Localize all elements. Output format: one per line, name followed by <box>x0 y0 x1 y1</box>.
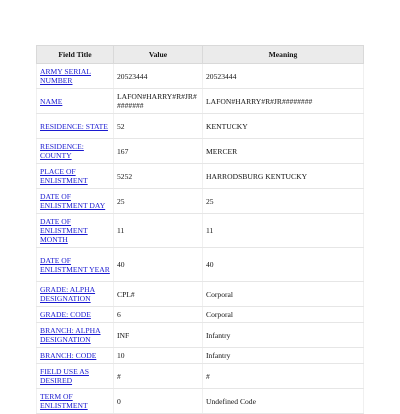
field-title-link[interactable]: NAME <box>40 96 63 106</box>
meaning-cell: Infantry <box>203 348 364 364</box>
field-title-link[interactable]: DATE OF ENLISTMENT MONTH <box>40 217 88 244</box>
meaning-cell: LAFON#HARRY#R#JR######## <box>203 89 364 114</box>
field-title-cell <box>37 64 114 89</box>
meaning-cell: Corporal <box>203 307 364 323</box>
meaning-cell: 20523444 <box>203 64 364 89</box>
value-cell: 40 <box>114 248 203 282</box>
meaning-cell: 40 <box>203 248 364 282</box>
field-title-cell <box>37 323 114 348</box>
meaning-cell: KENTUCKY <box>203 114 364 139</box>
value-cell: 6 <box>114 307 203 323</box>
value-cell: 167 <box>114 139 203 164</box>
value-cell: 52 <box>114 114 203 139</box>
table-row <box>37 348 364 364</box>
table-row <box>37 64 364 89</box>
record-table <box>36 45 364 414</box>
value-cell: 10 <box>114 348 203 364</box>
value-cell: # <box>114 364 203 389</box>
field-title-link[interactable]: GRADE: ALPHA DESIGNATION <box>40 285 96 303</box>
field-title-cell <box>37 89 114 114</box>
table-row <box>37 214 364 248</box>
table-row <box>37 323 364 348</box>
table-row <box>37 364 364 389</box>
value-cell: 0 <box>114 389 203 414</box>
meaning-cell: # <box>203 364 364 389</box>
field-title-cell <box>37 139 114 164</box>
field-title-link[interactable]: DATE OF ENLISTMENT DAY <box>40 192 106 210</box>
header-value: Value <box>114 46 203 64</box>
field-title-link[interactable]: FIELD USE AS DESIRED <box>40 367 89 385</box>
value-cell: 11 <box>114 214 203 248</box>
meaning-cell: Corporal <box>203 282 364 307</box>
field-title-link[interactable]: BRANCH: CODE <box>40 351 97 360</box>
field-title-cell <box>37 282 114 307</box>
table-row <box>37 189 364 214</box>
value-cell: LAFON#HARRY#R#JR######## <box>114 89 203 114</box>
table-header <box>37 46 364 64</box>
value-cell: CPL# <box>114 282 203 307</box>
field-title-cell <box>37 114 114 139</box>
meaning-cell: HARRODSBURG KENTUCKY <box>203 164 364 189</box>
table-row <box>37 89 364 114</box>
meaning-cell: MERCER <box>203 139 364 164</box>
field-title-cell <box>37 214 114 248</box>
field-title-link[interactable]: PLACE OF ENLISTMENT <box>40 167 88 185</box>
field-title-link[interactable]: ARMY SERIAL NUMBER <box>40 67 91 85</box>
field-title-cell <box>37 307 114 323</box>
value-cell: 25 <box>114 189 203 214</box>
table-row <box>37 164 364 189</box>
field-title-cell <box>37 248 114 282</box>
table-row <box>37 282 364 307</box>
field-title-link[interactable]: BRANCH: ALPHA DESIGNATION <box>40 326 101 344</box>
field-title-link[interactable]: GRADE: CODE <box>40 310 91 319</box>
table-row <box>37 307 364 323</box>
value-cell: 20523444 <box>114 64 203 89</box>
table-row <box>37 389 364 414</box>
table-row <box>37 248 364 282</box>
field-title-link[interactable]: RESIDENCE: STATE <box>40 121 108 131</box>
table-row <box>37 139 364 164</box>
field-title-link[interactable]: RESIDENCE: COUNTY <box>40 142 84 160</box>
field-title-cell <box>37 189 114 214</box>
field-title-cell <box>37 164 114 189</box>
table-body <box>37 64 364 414</box>
field-title-link[interactable]: TERM OF ENLISTMENT <box>40 392 88 410</box>
meaning-cell: 11 <box>203 214 364 248</box>
field-title-cell <box>37 389 114 414</box>
field-title-cell <box>37 348 114 364</box>
header-row <box>37 46 364 64</box>
header-meaning: Meaning <box>203 46 364 64</box>
field-title-cell <box>37 364 114 389</box>
value-cell: INF <box>114 323 203 348</box>
table-row <box>37 114 364 139</box>
value-cell: 5252 <box>114 164 203 189</box>
field-title-link[interactable]: DATE OF ENLISTMENT YEAR <box>40 255 110 274</box>
meaning-cell: Undefined Code <box>203 389 364 414</box>
meaning-cell: Infantry <box>203 323 364 348</box>
meaning-cell: 25 <box>203 189 364 214</box>
header-field-title: Field Title <box>37 46 114 64</box>
